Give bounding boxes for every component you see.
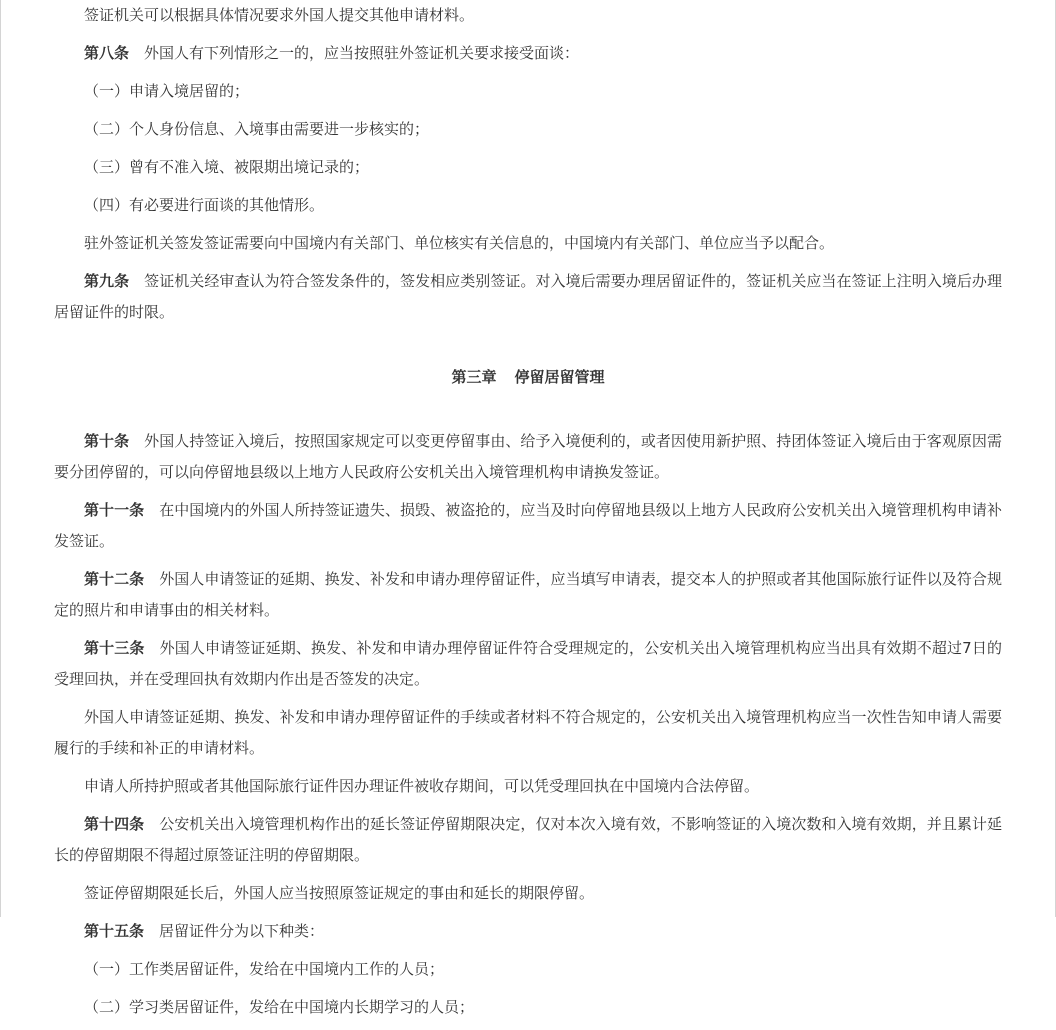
paragraph bbox=[54, 426, 1002, 488]
paragraph-text: 居留证件分为以下种类： bbox=[159, 922, 325, 940]
paragraph-text: 外国人有下列情形之一的，应当按照驻外签证机关要求接受面谈： bbox=[144, 44, 580, 62]
paragraph bbox=[54, 114, 1002, 145]
paragraph-text: 外国人申请签证延期、换发、补发和申请办理停留证件符合受理规定的，公安机关出入境管理机构应当出具有效期不超过7日的受理回执，并在受理回执有效期内作出是否签发的决定。 bbox=[54, 639, 1002, 688]
paragraph-text: （一）工作类居留证件，发给在中国境内工作的人员； bbox=[84, 960, 445, 978]
paragraph bbox=[54, 809, 1002, 871]
paragraph-text: 外国人持签证入境后，按照国家规定可以变更停留事由、给予入境便利的，或者因使用新护照、持团体签证入境后由于客观原因需要分团停留的，可以向停留地县级以上地方人民政府公安机关出入境管理机构申请换发签证。 bbox=[54, 432, 1002, 481]
paragraph bbox=[54, 702, 1002, 764]
paragraph bbox=[54, 266, 1002, 328]
paragraph bbox=[54, 992, 1002, 1023]
chapter-heading bbox=[54, 362, 1002, 393]
paragraph-text: 外国人申请签证延期、换发、补发和申请办理停留证件的手续或者材料不符合规定的，公安机关出入境管理机构应当一次性告知申请人需要履行的手续和补正的申请材料。 bbox=[54, 708, 1002, 757]
article-number: 第十三条 bbox=[84, 639, 145, 657]
paragraph bbox=[54, 878, 1002, 909]
paragraph-text: 签证停留期限延长后，外国人应当按照原签证规定的事由和延长的期限停留。 bbox=[84, 884, 595, 902]
article-number: 第十二条 bbox=[84, 570, 145, 588]
paragraph bbox=[54, 954, 1002, 985]
paragraph-text: 申请人所持护照或者其他国际旅行证件因办理证件被收存期间，可以凭受理回执在中国境内合法停留。 bbox=[84, 777, 760, 795]
paragraph-text: 签证机关经审查认为符合签发条件的，签发相应类别签证。对入境后需要办理居留证件的，签证机关应当在签证上注明入境后办理居留证件的时限。 bbox=[54, 272, 1002, 321]
article-number: 第十一条 bbox=[84, 501, 145, 519]
paragraph bbox=[54, 228, 1002, 259]
paragraph-text: （二）学习类居留证件，发给在中国境内长期学习的人员； bbox=[84, 998, 475, 1016]
paragraph bbox=[54, 771, 1002, 802]
article-number: 第八条 bbox=[84, 44, 130, 62]
paragraph-text: （二）个人身份信息、入境事由需要进一步核实的； bbox=[84, 120, 430, 138]
paragraph bbox=[54, 76, 1002, 107]
paragraph bbox=[54, 495, 1002, 557]
paragraph bbox=[54, 0, 1002, 31]
paragraph-text: （三）曾有不准入境、被限期出境记录的； bbox=[84, 158, 370, 176]
regulation-text bbox=[54, 0, 1002, 1030]
article-number: 第十四条 bbox=[84, 815, 145, 833]
paragraph-text: （四）有必要进行面谈的其他情形。 bbox=[84, 196, 325, 214]
paragraph bbox=[54, 190, 1002, 221]
paragraph bbox=[54, 916, 1002, 947]
paragraph-text: 驻外签证机关签发签证需要向中国境内有关部门、单位核实有关信息的，中国境内有关部门、单位应当予以配合。 bbox=[84, 234, 835, 252]
paragraph bbox=[54, 38, 1002, 69]
paragraph bbox=[54, 152, 1002, 183]
paragraph-text: 外国人申请签证的延期、换发、补发和申请办理停留证件，应当填写申请表，提交本人的护照或者其他国际旅行证件以及符合规定的照片和申请事由的相关材料。 bbox=[54, 570, 1002, 619]
paragraph-text: （一）申请入境居留的； bbox=[84, 82, 250, 100]
paragraph bbox=[54, 564, 1002, 626]
article-block-top bbox=[54, 0, 1002, 328]
article-block-bottom bbox=[54, 426, 1002, 1023]
paragraph bbox=[54, 633, 1002, 695]
paragraph-text: 签证机关可以根据具体情况要求外国人提交其他申请材料。 bbox=[84, 6, 475, 24]
chapter-title: 停留居留管理 bbox=[514, 368, 605, 386]
paragraph-text: 在中国境内的外国人所持签证遗失、损毁、被盗抢的，应当及时向停留地县级以上地方人民政府公安机关出入境管理机构申请补发签证。 bbox=[54, 501, 1002, 550]
chapter-number: 第三章 bbox=[451, 368, 497, 386]
article-number: 第十条 bbox=[84, 432, 130, 450]
article-number: 第十五条 bbox=[84, 922, 145, 940]
article-number: 第九条 bbox=[84, 272, 130, 290]
paragraph-text: 公安机关出入境管理机构作出的延长签证停留期限决定，仅对本次入境有效，不影响签证的入境次数和入境有效期，并且累计延长的停留期限不得超过原签证注明的停留期限。 bbox=[54, 815, 1002, 864]
